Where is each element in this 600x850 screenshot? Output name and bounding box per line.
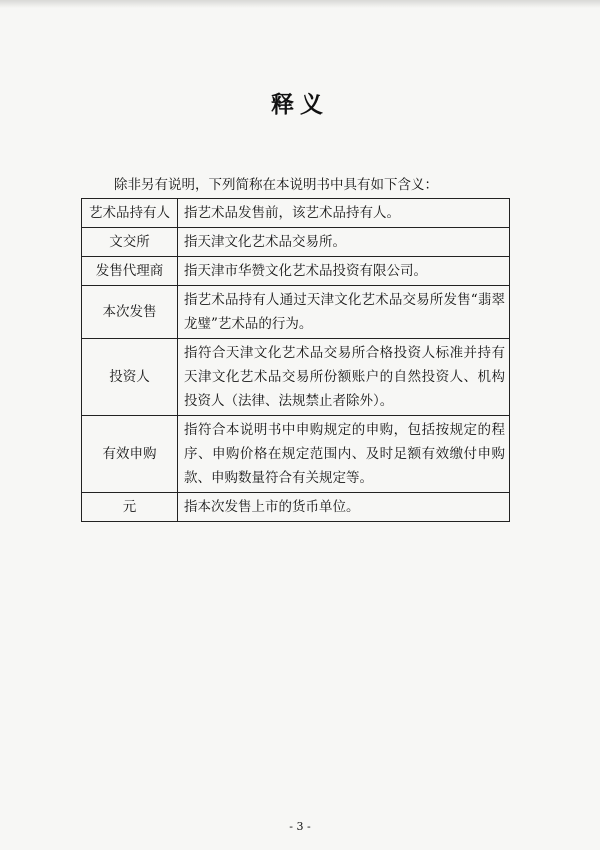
definition-cell: 指艺术品发售前，该艺术品持有人。 — [178, 199, 510, 228]
page-title: 释义 — [271, 91, 329, 118]
term-cell: 发售代理商 — [82, 257, 178, 286]
intro-text: 除非另有说明，下列简称在本说明书中具有如下含义： — [114, 177, 438, 193]
definition-cell: 指艺术品持有人通过天津文化艺术品交易所发售“翡翠龙璧”艺术品的行为。 — [178, 286, 510, 339]
table-row — [82, 493, 510, 522]
table-row — [82, 257, 510, 286]
page-top-edge — [0, 0, 600, 8]
definition-cell: 指天津市华赞文化艺术品投资有限公司。 — [178, 257, 510, 286]
table-row — [82, 199, 510, 228]
term-cell: 元 — [82, 493, 178, 522]
term-cell: 艺术品持有人 — [82, 199, 178, 228]
definitions-table — [81, 198, 510, 522]
table-row — [82, 228, 510, 257]
term-cell: 投资人 — [82, 339, 178, 416]
term-cell: 有效申购 — [82, 416, 178, 493]
definition-cell: 指符合天津文化艺术品交易所合格投资人标准并持有天津文化艺术品交易所份额账户的自然投资人、机构投资人（法律、法规禁止者除外）。 — [178, 339, 510, 416]
table-row — [82, 286, 510, 339]
term-cell: 本次发售 — [82, 286, 178, 339]
definition-cell: 指符合本说明书中申购规定的申购，包括按规定的程序、申购价格在规定范围内、及时足额有效缴付申购款、申购数量符合有关规定等。 — [178, 416, 510, 493]
table-row — [82, 416, 510, 493]
table-row — [82, 339, 510, 416]
term-cell: 文交所 — [82, 228, 178, 257]
page-number: - 3 - — [289, 820, 311, 833]
definition-cell: 指天津文化艺术品交易所。 — [178, 228, 510, 257]
definition-cell: 指本次发售上市的货币单位。 — [178, 493, 510, 522]
